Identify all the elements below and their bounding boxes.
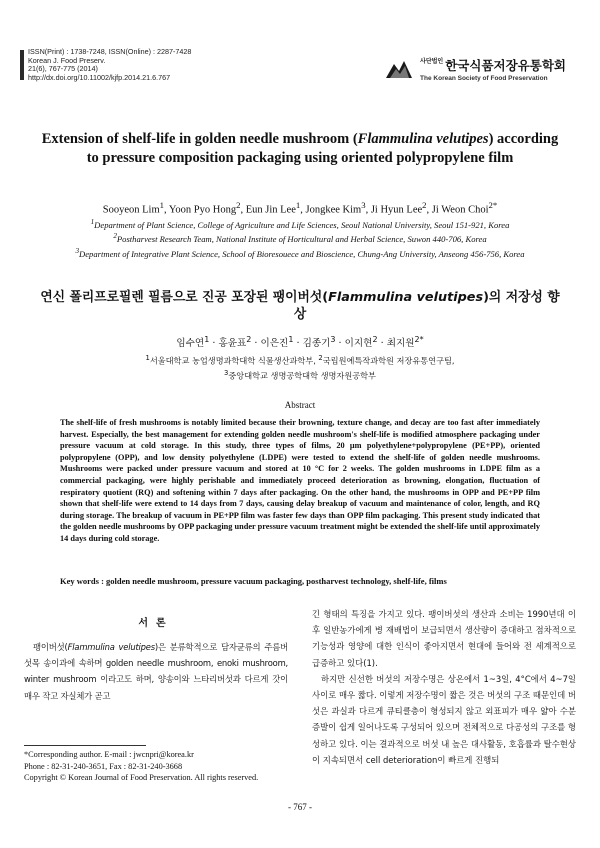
society-prefix: 사단법인: [420, 58, 444, 65]
metadata-bar: [20, 50, 24, 80]
author-sup: 2*: [488, 200, 498, 210]
k-author: 임수연: [176, 338, 205, 350]
k-affil-text: 서울대학교 농업생명과학대학 식물생산과학부,: [149, 355, 319, 366]
correspondence-footnote: [24, 749, 288, 784]
volume-line: 21(6), 767-775 (2014): [28, 64, 98, 74]
korean-title: [40, 289, 560, 323]
author-sup: 2: [236, 200, 241, 210]
k-author-sup: 2: [372, 335, 378, 344]
keywords-label: Key words :: [60, 576, 104, 586]
society-block: [384, 56, 566, 82]
k-author-sup: 3: [330, 335, 336, 344]
title-pre: Extension of shelf-life in golden needle mushroom (: [41, 131, 358, 147]
author-sup: 2: [422, 200, 427, 210]
lp-pre: 팽이버섯(: [33, 642, 68, 652]
journal-abbrev: Korean J. Food Preserv.: [28, 55, 106, 65]
footnote-divider: [24, 745, 146, 746]
korean-affiliations: [30, 352, 570, 382]
k-affil-sup: 2: [318, 354, 323, 362]
issn-line: ISSN(Print) : 1738-7248, ISSN(Online) : 2287-7428: [28, 47, 192, 56]
k-author: 이지현: [344, 338, 373, 350]
keywords: [60, 576, 540, 586]
society-name-kr: [420, 56, 566, 74]
abstract-body: The shelf-life of fresh mushrooms is notably limited because their browning, texture change, and decay are too fast after immediately harvest. Especially, the best management for extending golden needle mushroom's shelf-life is modified atmosphere packaging under pressure vacuum at cold storage. In this study, three types of films, 20 μm polyethylene+polypropylene (PE+PP), oriented polypropylene (OPP), and low density polyethylene (LDPE) were tested to extend the shelf-life of golden needle mushrooms. Mushrooms were packed under pressure vacuum and stored at 10 °C for 2 weeks. The golden mushrooms in LDPE film as a commercial packaging, were highly perishable and immediately proceed deterioration as browning, elongation, fluctuation of respiratory quotient (RQ) and softening within 7 days after packaging. On the other hand, the mushrooms in OPP and PE+PP film shown that shelf-life were extend to 14 days from 7 days, causing delay breakup of vacuum and maintenance of color, length, and RQ during storage. The breakup of vacuum in PE+PP film was faster few days than OPP film packaging. This present study indicated that the golden needle mushrooms by OPP packaging under pressure vacuum treatment might be extended the shelf-life until approximately 14 days during cold storage.: [60, 418, 540, 543]
left-column: [24, 639, 288, 704]
korean-author-list: 임수연$^1$ · 홍윤표$^2$ · 이은진$^1$ · 김종기$^3$ · 이지현$^2$ · 최지원$^{2*}$: [176, 335, 424, 350]
affiliations: [30, 217, 570, 260]
k-affil-text: 중앙대학교 생명공학대학 생명자원공학부: [228, 370, 376, 381]
affil-sup: 2: [113, 232, 117, 241]
affil-sup: 3: [75, 246, 80, 255]
k-author-sup: 1: [204, 335, 210, 344]
k-affil-line: [30, 352, 570, 367]
affiliation-line: [30, 217, 570, 231]
society-names: [420, 56, 566, 82]
keywords-text: golden needle mushroom, pressure vacuum packaging, postharvest technology, shelf-life, films: [106, 576, 447, 586]
abstract-heading: Abstract: [284, 400, 316, 410]
affil-text: Department of Integrative Plant Science, School of Bioresouece and Bioscience, Chung-Ang University, Anseong 456-756, Korea: [79, 248, 525, 259]
journal-metadata: [28, 48, 191, 82]
k-affil-sup: 1: [145, 354, 150, 362]
society-logo-icon: [384, 56, 414, 82]
k-affil-line: [30, 367, 570, 382]
k-affil-text: 국립원예특작과학원 저장유통연구팀,: [322, 355, 455, 366]
right-paragraph-2: 하지만 신선한 버섯의 저장수명은 상온에서 1~3일, 4°C에서 4~7일 사이로 매우 짧다. 이렇게 저장수명이 짧은 것은 버섯의 구조 때문인데 버섯은 과실과 다르게 큐티클층이 형성되지 않고 외표피가 매우 얇아 수분증발이 쉽게 일어나도록 구성되어 있으며 전체적으로 다공성의 구조를 형성하고 있다. 이는 결과적으로 버섯 내 높은 대사활동, 호흡률과 탈수현상이 지속되면서 cell deterioration이 빠르게 진행되: [312, 673, 577, 765]
ktitle-species: Flammulina velutipes: [328, 290, 484, 305]
author-sup: 1: [295, 200, 301, 210]
title-post: ) according to pressure composition packaging using oriented polypropylene film: [86, 131, 559, 166]
k-author-sup: 2*: [414, 335, 424, 344]
author-sup: 3: [361, 200, 366, 210]
k-author: 홍윤표: [218, 338, 247, 350]
copyright: Copyright © Korean Journal of Food Preservation. All rights reserved.: [24, 773, 259, 783]
k-affil-sup: 3: [224, 369, 229, 378]
k-author-sup: 2: [246, 335, 252, 344]
intro-heading: 서론: [138, 618, 174, 629]
author-list: Sooyeon Lim$^1$, Yoon Pyo Hong$^2$, Eun Jin Lee$^1$, Jongkee Kim$^3$, Ji Hyun Lee$^2$, Ji Weon Choi$^{2*}$: [102, 200, 498, 216]
k-author-sup: 1: [288, 335, 294, 344]
doi-link[interactable]: http://dx.doi.org/10.11002/kjfp.2014.21.6.767: [28, 72, 171, 82]
author: Yoon Pyo Hong: [168, 204, 237, 216]
affil-text: Department of Plant Science, College of Agriculture and Life Sciences, Seoul National University, Seoul 151-921, Korea: [94, 219, 510, 230]
affil-text: Postharvest Research Team, National Institute of Horticultural and Herbal Science, Suwon 440-706, Korea: [116, 234, 487, 245]
ktitle-post: )의 저장성 향상: [293, 290, 560, 322]
affiliation-line: [30, 246, 570, 260]
author: Ji Hyun Lee: [370, 204, 423, 216]
corr-email: *Corresponding author. E-mail : jwcnpri@korea.kr: [24, 750, 194, 759]
affil-sup: 1: [90, 218, 95, 226]
author: Sooyeon Lim: [102, 204, 160, 216]
k-author: 이은진: [260, 338, 289, 350]
ktitle-pre: 연신 폴리프로필렌 필름으로 진공 포장된 팽이버섯(: [40, 290, 329, 305]
k-author: 최지원: [386, 338, 415, 350]
lp-species: Flammulina velutipes: [67, 642, 155, 652]
lp-post: )은 분류학적으로 담자균류의 주름버섯목 송이과에 속하며 golden needle mushroom, enoki mushroom, winter mushroom 이라고도 하며, 양송이와 느타리버섯과 다르게 갓이 매우 작고 자실체가 곧고: [24, 642, 289, 701]
k-author: 김종기: [302, 338, 331, 350]
right-column: [312, 606, 576, 768]
left-paragraph: [24, 639, 288, 704]
page-number: - 767 -: [288, 802, 312, 812]
affiliation-line: [30, 231, 570, 245]
author-sup: 1: [159, 200, 164, 210]
corr-phone: Phone : 82-31-240-3651, Fax : 82-31-240-3668: [24, 761, 183, 771]
author: Eun Jin Lee: [245, 204, 296, 216]
paper-title: [40, 130, 560, 168]
author: Jongkee Kim: [305, 204, 362, 216]
society-name-kr-text: 한국식품저장유통학회: [445, 58, 566, 73]
society-name-en: The Korean Society of Food Preservation: [420, 75, 548, 82]
title-species: Flammulina velutipes: [357, 131, 489, 147]
right-paragraph-1: 긴 형태의 특징을 가지고 있다. 팽이버섯의 생산과 소비는 1990년대 이후 일반농가에게 병 재배법이 보급되면서 생산량이 증대하고 점차적으로 기능성과 영양에 대한 인식이 좋아지면서 현대에 들어와 전 세계적으로 급증하고 있다(1).: [312, 609, 576, 668]
author: Ji Weon Choi: [431, 204, 489, 216]
